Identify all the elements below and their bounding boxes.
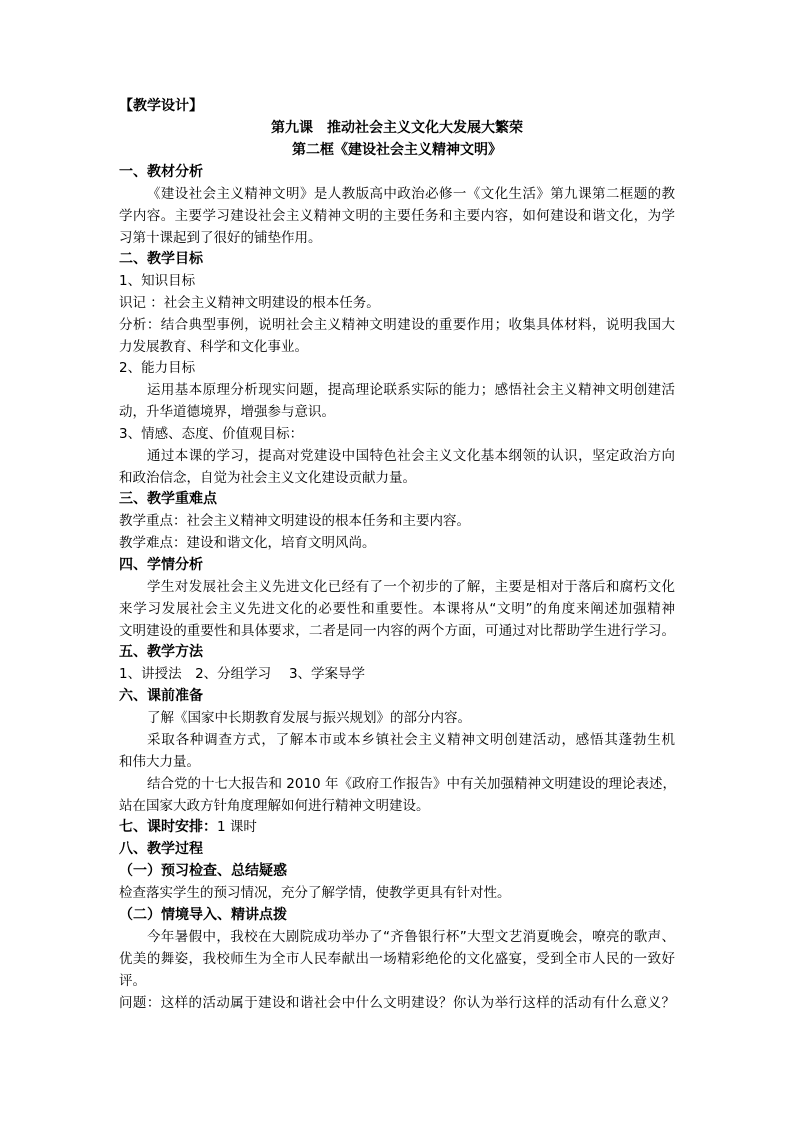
section-heading-key-points: 三、教学重难点: [119, 491, 217, 507]
paragraph-line: 结合党的十七大报告和 2010 年《政府工作报告》中有关加强精神文明建设的理论表述，: [147, 776, 676, 792]
paragraph-line: 教学难点：建设和谐文化，培育文明风尚。: [119, 535, 376, 551]
section-heading-teaching-goals: 二、教学目标: [119, 251, 203, 267]
paragraph-line: 《建设社会主义精神文明》是人教版高中政治必修一《文化生活》第九课第二框题的教: [147, 186, 675, 202]
paragraph-line: 评。: [119, 973, 146, 989]
paragraph-line: 站在国家大政方针角度理解如何进行精神文明建设。: [119, 798, 430, 814]
paragraph-line: 学内容。主要学习建设社会主义精神文明的主要任务和主要内容，如何建设和谐文化，为学: [119, 208, 675, 224]
section-heading-process: 八、教学过程: [119, 841, 203, 857]
question-line: 问题：这样的活动属于建设和谐社会中什么文明建设？你认为举行这样的活动有什么意义？: [119, 995, 675, 1011]
subheading-preview-check: （一）预习检查、总结疑惑: [119, 863, 287, 879]
paragraph-line: 学生对发展社会主义先进文化已经有了一个初步的了解，主要是相对于落后和腐朽文化: [147, 579, 675, 595]
paragraph-line: 和伟大力量。: [119, 754, 200, 770]
paragraph-line: 和政治信念，自觉为社会主义文化建设贡献力量。: [119, 470, 416, 486]
paragraph-line: 动，升华道德境界，增强参与意识。: [119, 404, 335, 420]
lesson-title: 第九课 推动社会主义文化大发展大繁荣: [271, 120, 523, 136]
paragraph-line: 教学重点：社会主义精神文明建设的根本任务和主要内容。: [119, 513, 470, 529]
paragraph-line: 运用基本原理分析现实问题，提高理论联系实际的能力；感悟社会主义精神文明创建活: [147, 382, 675, 398]
paragraph-line: 检查落实学生的预习情况，充分了解学情，使教学更具有针对性。: [119, 885, 511, 901]
paragraph-line: 文明建设的重要性和具体要求，二者是同一内容的两个方面，可通过对比帮助学生进行学习。: [119, 623, 675, 639]
subheading-emotion-goals: 3、情感、态度、价值观目标：: [119, 426, 304, 442]
subheading-ability-goals: 2、能力目标: [119, 360, 196, 376]
paragraph-line: 力发展教育、科学和文化事业。: [119, 339, 308, 355]
paragraph-line: 1、讲授法 2、分组学习 3、学案导学: [119, 666, 366, 682]
section-heading-schedule: 七、课时安排：: [119, 819, 217, 835]
schedule-value: 1 课时: [217, 819, 257, 835]
subheading-knowledge-goals: 1、知识目标: [119, 273, 196, 289]
section-heading-textbook-analysis: 一、教材分析: [119, 164, 203, 180]
schedule-line: [119, 817, 257, 837]
paragraph-line: 优美的舞姿，我校师生为全市人民奉献出一场精彩绝伦的文化盛宴，受到全市人民的一致好: [119, 951, 675, 967]
subheading-scenario-intro: （二）情境导入、精讲点拨: [119, 907, 287, 923]
lesson-subtitle: 第二框《建设社会主义精神文明》: [292, 142, 502, 158]
section-heading-methods: 五、教学方法: [119, 644, 203, 660]
paragraph-line: 采取各种调查方式，了解本市或本乡镇社会主义精神文明创建活动，感悟其蓬勃生机: [147, 732, 675, 748]
paragraph-line: 识记 ：社会主义精神文明建设的根本任务。: [119, 295, 380, 311]
paragraph-line: 今年暑假中，我校在大剧院成功举办了“齐鲁银行杯”大型文艺消夏晚会，嘹亮的歌声、: [147, 929, 675, 945]
section-heading-student-analysis: 四、学情分析: [119, 557, 203, 573]
section-heading-preparation: 六、课前准备: [119, 688, 203, 704]
paragraph-line: 通过本课的学习，提高对党建设中国特色社会主义文化基本纲领的认识，坚定政治方向: [147, 448, 675, 464]
paragraph-line: 习第十课起到了很好的铺垫作用。: [119, 230, 322, 246]
header-tag: 【教学设计】: [119, 98, 203, 114]
paragraph-line: 了解《国家中长期教育发展与振兴规划》的部分内容。: [147, 710, 471, 726]
paragraph-line: 来学习发展社会主义先进文化的必要性和重要性。本课将从“文明”的角度来阐述加强精神: [119, 601, 675, 617]
paragraph-line: 分析：结合典型事例，说明社会主义精神文明建设的重要作用；收集具体材料，说明我国大: [119, 317, 675, 333]
